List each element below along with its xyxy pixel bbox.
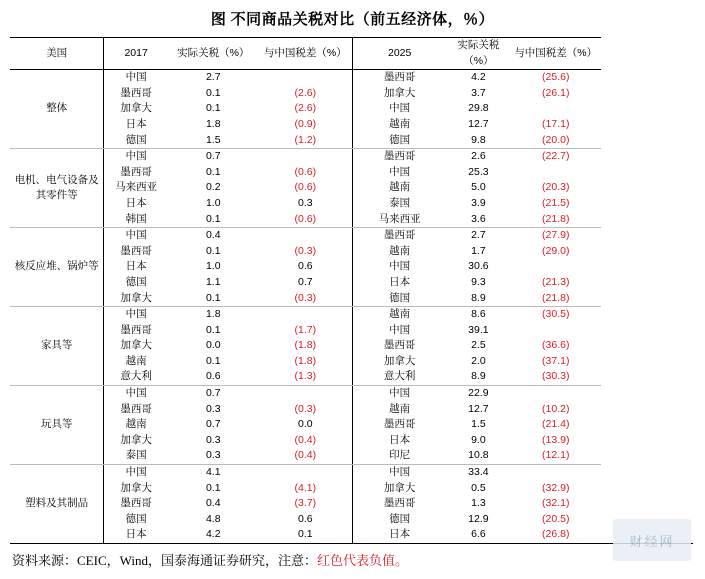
table-header-row [10, 38, 695, 70]
country-2025: 墨西哥 [352, 496, 446, 512]
country-2017: 马来西亚 [104, 180, 168, 196]
diff-2017 [259, 228, 353, 244]
country-2017: 意大利 [104, 369, 168, 385]
rate-2025: 3.7 [471, 86, 486, 99]
table-row [10, 433, 695, 449]
rate-2017: 0.3 [205, 433, 221, 446]
table-row [10, 117, 695, 133]
diff-2025 [510, 386, 601, 402]
table-row [10, 465, 695, 481]
diff-2017 [259, 465, 353, 481]
diff-2017: (0.3) [259, 291, 353, 307]
diff-2025 [510, 323, 601, 339]
rate-2017: 1.0 [205, 196, 221, 209]
diff-2025: (21.8) [510, 212, 601, 228]
diff-2017: 0.0 [297, 418, 313, 431]
diff-2017: (0.4) [294, 433, 317, 446]
country-2017: 中国 [104, 307, 168, 323]
table-row [10, 402, 695, 418]
country-2017: 中国 [104, 386, 168, 402]
country-2025: 越南 [352, 180, 446, 196]
diff-2017: 0.6 [297, 260, 313, 273]
source-text: 资料来源：CEIC，Wind，国泰海通证券研究，注意： [12, 553, 317, 568]
country-2025: 加拿大 [352, 86, 446, 102]
diff-2025: (22.7) [542, 150, 570, 163]
country-2017: 墨西哥 [104, 496, 168, 512]
rate-2025: 25.3 [468, 165, 489, 178]
diff-2025: (17.1) [542, 117, 570, 130]
table-row [10, 228, 695, 244]
header-rate-2025: 实际关税（%） [446, 38, 510, 70]
rate-2025: 9.0 [471, 433, 486, 446]
diff-2017: (1.8) [294, 354, 317, 367]
country-2017: 韩国 [104, 212, 168, 228]
rate-2025: 0.5 [471, 481, 486, 494]
rate-2017: 0.1 [205, 102, 221, 115]
source-note-red: 红色代表负值。 [316, 553, 408, 568]
rate-2025: 2.0 [471, 354, 486, 367]
country-2017: 日本 [104, 527, 168, 543]
country-2017: 德国 [104, 512, 168, 528]
diff-2017: (0.3) [294, 244, 317, 257]
table-row [10, 196, 695, 212]
rate-2017: 0.3 [205, 402, 221, 415]
rate-2017: 0.4 [205, 229, 221, 242]
tariff-comparison-table [10, 37, 695, 544]
country-2025: 中国 [352, 165, 446, 181]
country-2025: 德国 [352, 291, 446, 307]
rate-2017: 0.1 [168, 291, 259, 307]
rate-2017: 4.2 [168, 527, 259, 543]
country-2025: 马来西亚 [352, 212, 446, 228]
rate-2017: 1.8 [205, 308, 221, 321]
diff-2025: (30.5) [542, 308, 570, 321]
diff-2025: (37.1) [542, 354, 570, 367]
rate-2025: 9.8 [446, 133, 510, 149]
diff-2017 [259, 149, 353, 165]
country-2025: 中国 [352, 386, 446, 402]
diff-2025: (32.1) [542, 497, 570, 510]
country-2017: 墨西哥 [104, 323, 168, 339]
rate-2017: 0.1 [205, 165, 221, 178]
header-diff-2017: 与中国税差（%） [259, 38, 353, 70]
diff-2025: (21.8) [510, 291, 601, 307]
rate-2017: 0.7 [205, 418, 221, 431]
diff-2025 [510, 101, 601, 117]
country-2017: 泰国 [104, 448, 168, 464]
country-2025: 日本 [352, 527, 446, 543]
table-row [10, 70, 695, 86]
diff-2017: 0.6 [297, 512, 313, 525]
country-2017: 中国 [104, 70, 168, 86]
diff-2017: (2.6) [294, 86, 317, 99]
rate-2025: 1.3 [471, 497, 486, 510]
rate-2017: 4.1 [205, 466, 221, 479]
country-2025: 中国 [352, 101, 446, 117]
country-2017: 中国 [104, 465, 168, 481]
category-label: 整体 [10, 70, 104, 149]
table-row [10, 291, 695, 307]
country-2025: 墨西哥 [352, 149, 446, 165]
diff-2017: (0.6) [294, 181, 317, 194]
diff-2025: (21.4) [542, 418, 570, 431]
country-2025: 加拿大 [352, 354, 446, 370]
country-2017: 墨西哥 [104, 86, 168, 102]
rate-2017: 0.1 [205, 354, 221, 367]
rate-2025: 22.9 [468, 387, 489, 400]
country-2017: 墨西哥 [104, 165, 168, 181]
category-label: 塑料及其制品 [10, 465, 104, 544]
diff-2025: (21.3) [542, 275, 570, 288]
rate-2025: 12.9 [468, 512, 489, 525]
rate-2025: 9.3 [471, 275, 486, 288]
country-2025: 越南 [352, 244, 446, 260]
country-2025: 越南 [352, 307, 446, 323]
category-label: 家具等 [10, 307, 104, 386]
rate-2025: 2.5 [471, 339, 486, 352]
footer [0, 537, 705, 569]
rate-2025: 3.6 [446, 212, 510, 228]
header-year-2017: 2017 [104, 38, 168, 70]
table-row [10, 259, 695, 275]
rate-2017: 0.7 [205, 150, 221, 163]
diff-2025: (20.0) [510, 133, 601, 149]
country-2017: 日本 [104, 259, 168, 275]
rate-2017: 0.1 [205, 244, 221, 257]
country-2025: 日本 [352, 275, 446, 291]
rate-2017: 2.7 [205, 71, 221, 84]
category-label: 核反应堆、锅炉等 [10, 228, 104, 307]
diff-2025: (10.2) [542, 402, 570, 415]
country-2017: 墨西哥 [104, 244, 168, 260]
table-row [10, 244, 695, 260]
rate-2025: 39.1 [468, 323, 489, 336]
table-row [10, 133, 695, 149]
country-2017: 中国 [104, 149, 168, 165]
header-diff-2025: 与中国税差（%） [510, 38, 601, 70]
diff-2017: (1.2) [259, 133, 353, 149]
footer-line [12, 543, 693, 569]
rate-2017: 1.8 [205, 117, 221, 130]
rate-2017: 0.4 [205, 497, 221, 510]
country-2025: 墨西哥 [352, 70, 446, 86]
rate-2017: 1.0 [205, 260, 221, 273]
country-2025: 越南 [352, 117, 446, 133]
table-row [10, 496, 695, 512]
diff-2025: (32.9) [542, 481, 570, 494]
country-2017: 加拿大 [104, 291, 168, 307]
diff-2017: (2.6) [294, 102, 317, 115]
rate-2017: 1.5 [168, 133, 259, 149]
country-2017: 加拿大 [104, 433, 168, 449]
diff-2025: (30.3) [510, 369, 601, 385]
diff-2017 [259, 307, 353, 323]
diff-2017: 0.1 [259, 527, 353, 543]
diff-2025: (13.9) [542, 433, 570, 446]
diff-2017: (3.7) [294, 497, 317, 510]
rate-2025: 4.2 [471, 71, 486, 84]
diff-2025: (27.9) [542, 229, 570, 242]
rate-2025: 1.5 [471, 418, 486, 431]
country-2025: 德国 [352, 133, 446, 149]
country-2017: 德国 [104, 275, 168, 291]
rate-2025: 2.7 [471, 229, 486, 242]
diff-2025: (36.6) [542, 339, 570, 352]
diff-2017: (1.8) [294, 339, 317, 352]
category-label: 玩具等 [10, 386, 104, 465]
rate-2017: 0.1 [205, 481, 221, 494]
diff-2017: (0.3) [294, 402, 317, 415]
rate-2025: 6.6 [446, 527, 510, 543]
rate-2025: 8.9 [446, 291, 510, 307]
table-row [10, 307, 695, 323]
table-row [10, 180, 695, 196]
diff-2017: 0.7 [297, 275, 313, 288]
table-row [10, 338, 695, 354]
country-2017: 日本 [104, 117, 168, 133]
rate-2017: 0.3 [168, 448, 259, 464]
rate-2017: 1.1 [205, 275, 221, 288]
table-row [10, 512, 695, 528]
country-2025: 印尼 [352, 448, 446, 464]
diff-2017: (0.6) [259, 212, 353, 228]
table-row [10, 417, 695, 433]
table-row [10, 149, 695, 165]
table-row [10, 386, 695, 402]
country-2025: 中国 [352, 465, 446, 481]
rate-2025: 33.4 [468, 466, 489, 479]
table-row [10, 86, 695, 102]
country-2017: 墨西哥 [104, 402, 168, 418]
diff-2017: (0.6) [294, 165, 317, 178]
table-row [10, 448, 695, 464]
country-2025: 墨西哥 [352, 338, 446, 354]
country-2025: 越南 [352, 402, 446, 418]
rate-2017: 0.6 [168, 369, 259, 385]
country-2025: 意大利 [352, 369, 446, 385]
country-2017: 加拿大 [104, 338, 168, 354]
diff-2025 [510, 259, 601, 275]
diff-2025 [510, 465, 601, 481]
rate-2017: 0.1 [205, 323, 221, 336]
table-row [10, 275, 695, 291]
table-row [10, 165, 695, 181]
rate-2017: 0.2 [205, 181, 221, 194]
rate-2025: 3.9 [471, 196, 486, 209]
country-2017: 日本 [104, 196, 168, 212]
country-2025: 墨西哥 [352, 228, 446, 244]
country-2017: 越南 [104, 354, 168, 370]
table-row [10, 481, 695, 497]
diff-2017: (1.3) [259, 369, 353, 385]
rate-2025: 29.8 [468, 102, 489, 115]
table-row [10, 101, 695, 117]
diff-2017 [259, 70, 353, 86]
rate-2017: 4.8 [205, 512, 221, 525]
diff-2025: (12.1) [510, 448, 601, 464]
country-2025: 德国 [352, 512, 446, 528]
watermark: 财经网 [613, 519, 691, 561]
diff-2017: (4.1) [294, 481, 317, 494]
rate-2017: 0.1 [168, 212, 259, 228]
diff-2025: (20.3) [542, 181, 570, 194]
diff-2025: (25.6) [542, 71, 570, 84]
rate-2025: 12.7 [468, 117, 489, 130]
country-2025: 日本 [352, 433, 446, 449]
table-row [10, 369, 695, 385]
rate-2025: 8.6 [471, 308, 486, 321]
table-row [10, 354, 695, 370]
country-2017: 德国 [104, 133, 168, 149]
table-row [10, 212, 695, 228]
country-2025: 泰国 [352, 196, 446, 212]
country-2017: 越南 [104, 417, 168, 433]
diff-2025 [510, 165, 601, 181]
rate-2025: 10.8 [446, 448, 510, 464]
table-row [10, 323, 695, 339]
diff-2017: (1.7) [294, 323, 317, 336]
diff-2025: (29.0) [542, 244, 570, 257]
page-title: 图 不同商品关税对比（前五经济体，％） [210, 12, 495, 28]
diff-2017: 0.3 [297, 196, 313, 209]
rate-2025: 2.6 [471, 150, 486, 163]
header-rate-2017: 实际关税（%） [168, 38, 259, 70]
country-2017: 中国 [104, 228, 168, 244]
rate-2025: 5.0 [471, 181, 486, 194]
country-2025: 中国 [352, 259, 446, 275]
diff-2025: (21.5) [542, 196, 570, 209]
country-2017: 加拿大 [104, 481, 168, 497]
rate-2017: 0.1 [205, 86, 221, 99]
country-2017: 加拿大 [104, 101, 168, 117]
country-2025: 中国 [352, 323, 446, 339]
diff-2017: (0.4) [259, 448, 353, 464]
diff-2017 [259, 386, 353, 402]
header-year-2025: 2025 [352, 38, 446, 70]
diff-2025: (20.5) [542, 512, 570, 525]
rate-2025: 30.6 [468, 260, 489, 273]
table-body [10, 38, 695, 544]
rate-2025: 12.7 [468, 402, 489, 415]
country-2025: 墨西哥 [352, 417, 446, 433]
category-label: 电机、电气设备及其零件等 [10, 149, 104, 228]
rate-2017: 0.7 [205, 387, 221, 400]
header-country-left: 美国 [10, 38, 104, 70]
diff-2017: (0.9) [294, 117, 317, 130]
rate-2017: 0.0 [205, 339, 221, 352]
diff-2025: (26.1) [542, 86, 570, 99]
diff-2025: (26.8) [510, 527, 601, 543]
rate-2025: 8.9 [446, 369, 510, 385]
rate-2025: 1.7 [471, 244, 486, 257]
country-2025: 加拿大 [352, 481, 446, 497]
